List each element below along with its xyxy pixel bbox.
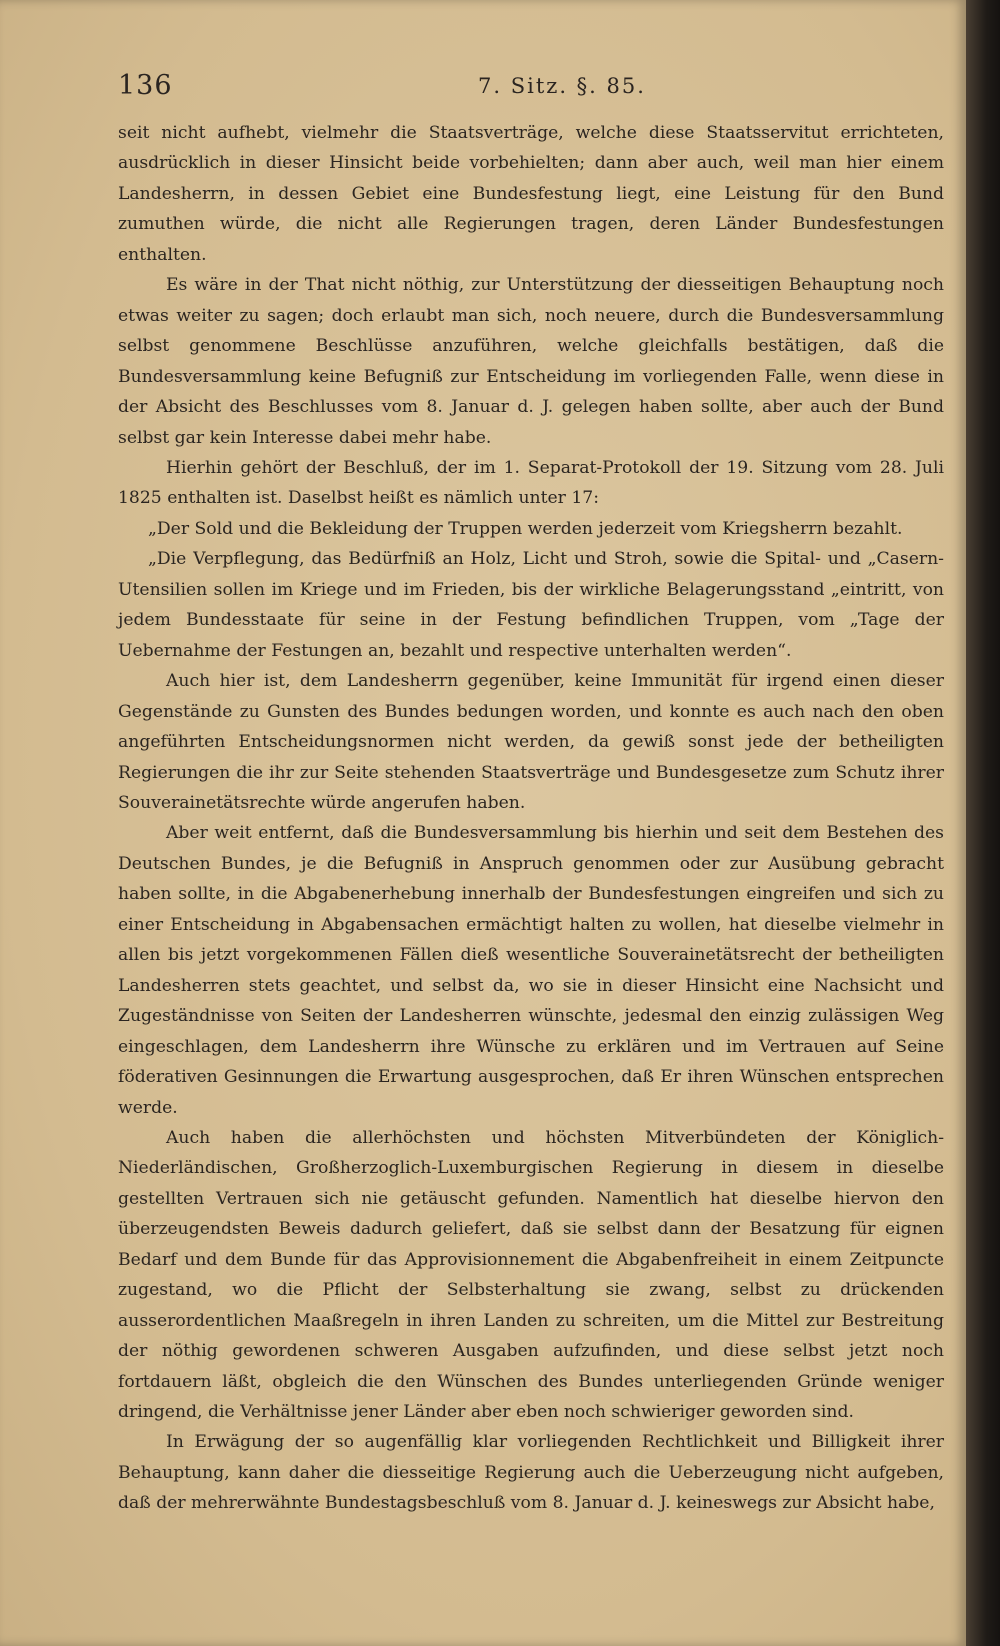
- book-edge-shadow: [966, 0, 1000, 1646]
- paragraph: Es wäre in der That nicht nöthig, zur Unterstützung der diesseitigen Behauptung noch etwas weiter zu sagen; doch erlaubt man sich, noch neuere, durch die Bundesversammlung selbst genommene Beschlüsse anzuführen, welche gleichfalls bestätigen, daß die Bundesversammlung keine Befugniß zur Entscheidung im vorliegenden Falle, wenn diese in der Absicht des Beschlusses vom 8. Januar d. J. gelegen haben sollte, aber auch der Bund selbst gar kein Interesse dabei mehr habe.: [118, 275, 944, 448]
- quoted-paragraph: „Die Verpflegung, das Bedürfniß an Holz, Licht und Stroh, sowie die Spital- und „Casern-Utensilien sollen im Kriege und im Frieden, bis der wirkliche Belagerungsstand „eintritt, von jedem Bundesstaate für seine in der Festung befindlichen Truppen, vom „Tage der Uebernahme der Festungen an, bezahlt und respective unterhalten werden“.: [118, 549, 944, 661]
- paragraph: Hierhin gehört der Beschluß, der im 1. Separat-Protokoll der 19. Sitzung vom 28. Juli 1825 enthalten ist. Daselbst heißt es nämlich unter 17:: [118, 457, 944, 509]
- paragraph: In Erwägung der so augenfällig klar vorliegenden Rechtlichkeit und Billigkeit ihrer Behauptung, kann daher die diesseitige Regierung auch die Ueberzeugung nicht aufgeben, daß der mehrerwähnte Bundestagsbeschluß vom 8. Januar d. J. keineswegs zur Absicht habe,: [118, 1432, 944, 1514]
- paragraph: Aber weit entfernt, daß die Bundesversammlung bis hierhin und seit dem Bestehen des Deutschen Bundes, je die Befugniß in Anspruch genommen oder zur Ausübung gebracht haben sollte, in die Abgabenerhebung innerhalb der Bundesfestungen eingreifen und sich zu einer Entscheidung in Abgabensachen ermächtigt halten zu wollen, hat dieselbe vielmehr in allen bis jetzt vorgekommenen Fällen dieß wesentliche Souverainetätsrecht der betheiligten Landesherren stets geachtet, und selbst da, wo sie in dieser Hinsicht eine Nachsicht und Zugeständnisse von Seiten der Landesherren wünschte, jedesmal den einzig zulässigen Weg eingeschlagen, dem Landesherrn ihre Wünsche zu erklären und im Vertrauen auf Seine föderativen Gesinnungen die Erwartung ausgesprochen, daß Er ihren Wünschen entsprechen werde.: [118, 823, 944, 1118]
- running-head: 7. Sitz. §. 85.: [478, 74, 646, 98]
- page-number: 136: [118, 70, 173, 101]
- body-text: [118, 118, 944, 1519]
- paragraph: Auch haben die allerhöchsten und höchsten Mitverbündeten der Königlich-Niederländischen, Großherzoglich-Luxemburgischen Regierung in diesem in dieselbe gestellten Vertrauen sich nie getäuscht gefunden. Namentlich hat dieselbe hiervon den überzeugendsten Beweis dadurch geliefert, daß sie selbst dann der Besatzung für eignen Bedarf und dem Bunde für das Approvisionnement die Abgabenfreiheit in einem Zeitpuncte zugestand, wo die Pflicht der Selbsterhaltung sie zwang, selbst zu drückenden ausserordentlichen Maaßregeln in ihren Landen zu schreiten, um die Mittel zur Bestreitung der nöthig gewordenen schweren Ausgaben aufzufinden, und diese selbst jetzt noch fortdauern läßt, obgleich die den Wünschen des Bundes unterliegenden Gründe weniger dringend, die Verhältnisse jener Länder aber eben noch schwieriger geworden sind.: [118, 1127, 944, 1423]
- paragraph: Auch hier ist, dem Landesherrn gegenüber, keine Immunität für irgend einen dieser Gegenstände zu Gunsten des Bundes bedungen worden, und konnte es auch nach den oben angeführten Entscheidungsnormen nicht werden, da gewiß sonst jede der betheiligten Regierungen die ihr zur Seite stehenden Staatsverträge und Bundesgesetze zum Schutz ihrer Souverainetätsrechte würde angerufen haben.: [118, 671, 944, 813]
- page-header: [118, 70, 958, 110]
- quoted-paragraph: „Der Sold und die Bekleidung der Truppen werden jederzeit vom Kriegsherrn bezahlt.: [148, 518, 903, 539]
- paragraph: seit nicht aufhebt, vielmehr die Staatsverträge, welche diese Staatsservitut errichteten, ausdrücklich in dieser Hinsicht beide vorbehielten; dann aber auch, weil man hier einem Landesherrn, in dessen Gebiet eine Bundesfestung liegt, eine Leistung für den Bund zumuthen würde, die nicht alle Regierungen tragen, deren Länder Bundesfestungen enthalten.: [118, 123, 944, 265]
